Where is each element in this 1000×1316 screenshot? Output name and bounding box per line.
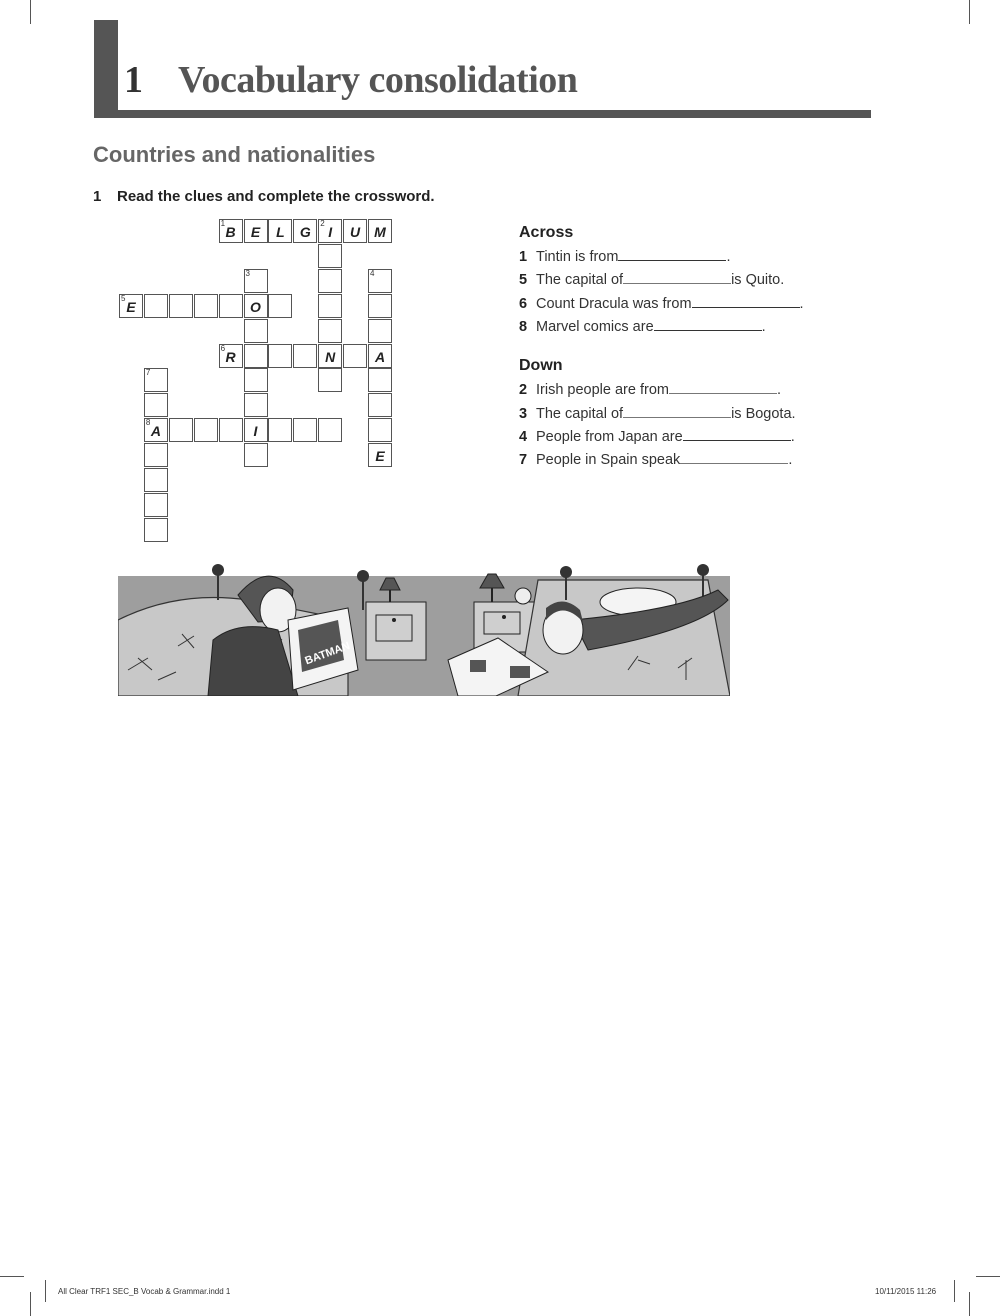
clue-text: The capital of bbox=[536, 272, 624, 288]
crossword-cell[interactable] bbox=[144, 368, 168, 392]
clue-down-4 bbox=[519, 428, 795, 445]
crossword-cell[interactable] bbox=[244, 319, 268, 343]
cell-clue-number: 4 bbox=[370, 268, 375, 278]
down-heading: Down bbox=[519, 357, 563, 374]
crossword-cell[interactable] bbox=[144, 443, 168, 467]
crossword-cell[interactable] bbox=[144, 393, 168, 417]
cell-letter: L bbox=[276, 224, 285, 240]
comic-title: BATMAN bbox=[303, 640, 352, 668]
clue-across-5 bbox=[519, 271, 784, 288]
clue-text: Count Dracula was from bbox=[536, 296, 692, 312]
crossword-cell[interactable] bbox=[144, 518, 168, 542]
clue-text: The capital of bbox=[536, 406, 624, 422]
clue-number: 3 bbox=[519, 406, 528, 422]
header-bar bbox=[94, 20, 118, 118]
crossword-cell[interactable] bbox=[144, 468, 168, 492]
crossword-cell[interactable] bbox=[318, 294, 342, 318]
cell-clue-number: 8 bbox=[145, 418, 151, 428]
cell-letter: I bbox=[253, 423, 258, 440]
crossword-cell[interactable] bbox=[194, 294, 218, 318]
clue-text: People from Japan are bbox=[536, 429, 683, 445]
clue-text: Irish people are from bbox=[536, 382, 669, 398]
crossword-cell[interactable] bbox=[368, 219, 392, 243]
crossword-cell[interactable] bbox=[219, 344, 243, 368]
crop-mark bbox=[954, 1280, 955, 1302]
clue-number: 7 bbox=[519, 452, 528, 468]
footer-timestamp: 10/11/2015 11:26 bbox=[875, 1287, 937, 1296]
crossword-cell[interactable] bbox=[318, 344, 342, 368]
cell-clue-number: 3 bbox=[245, 268, 250, 278]
clue-across-1 bbox=[519, 248, 730, 265]
answer-blank[interactable] bbox=[654, 318, 762, 331]
clue-down-2 bbox=[519, 381, 781, 398]
crossword-cell[interactable] bbox=[268, 219, 292, 243]
crossword-cell[interactable] bbox=[368, 393, 392, 417]
crossword-cell[interactable] bbox=[343, 219, 367, 243]
clue-text-after: . bbox=[799, 296, 804, 312]
crossword-cell[interactable] bbox=[268, 418, 292, 442]
clue-number: 4 bbox=[519, 429, 528, 445]
crop-mark bbox=[969, 0, 970, 24]
crossword-cell[interactable] bbox=[244, 418, 268, 442]
answer-blank[interactable] bbox=[623, 271, 731, 284]
crossword-cell[interactable] bbox=[144, 493, 168, 517]
crossword-cell[interactable] bbox=[368, 443, 392, 467]
clue-text-after: is Quito. bbox=[731, 272, 785, 288]
cell-clue-number: 1 bbox=[220, 219, 226, 228]
answer-blank[interactable] bbox=[683, 428, 791, 441]
crop-mark bbox=[969, 1292, 970, 1316]
cell-letter: I bbox=[328, 224, 333, 240]
crossword-cell[interactable] bbox=[219, 418, 243, 442]
clue-number: 6 bbox=[519, 296, 528, 312]
crossword-cell[interactable] bbox=[368, 319, 392, 343]
cell-letter: M bbox=[374, 224, 386, 240]
crop-mark bbox=[30, 1292, 31, 1316]
crossword-cell[interactable] bbox=[318, 368, 342, 392]
cell-letter: U bbox=[350, 224, 361, 240]
crossword-cell[interactable] bbox=[244, 393, 268, 417]
crossword-cell[interactable] bbox=[318, 319, 342, 343]
cell-letter: E bbox=[250, 224, 261, 240]
clue-number: 1 bbox=[519, 249, 528, 265]
crossword-cell[interactable] bbox=[244, 219, 268, 243]
exercise-instruction bbox=[93, 188, 435, 205]
clue-text-after: . bbox=[726, 249, 731, 265]
answer-blank[interactable] bbox=[692, 295, 800, 308]
cell-clue-number: 5 bbox=[121, 293, 126, 303]
crop-mark bbox=[976, 1276, 1000, 1277]
cell-letter: B bbox=[225, 224, 236, 240]
crossword-cell[interactable] bbox=[194, 418, 218, 442]
clue-text-after: . bbox=[776, 382, 782, 398]
crossword-cell[interactable] bbox=[144, 294, 168, 318]
crossword-cell[interactable] bbox=[293, 418, 317, 442]
crossword-cell[interactable] bbox=[244, 269, 268, 293]
answer-blank[interactable] bbox=[618, 248, 726, 261]
crossword-cell[interactable] bbox=[368, 418, 392, 442]
crossword-cell[interactable] bbox=[219, 294, 243, 318]
crossword-cell[interactable] bbox=[219, 219, 243, 243]
crossword-cell[interactable] bbox=[318, 418, 342, 442]
crossword-cell[interactable] bbox=[343, 344, 367, 368]
cell-letter: E bbox=[126, 298, 136, 315]
cell-letter: R bbox=[225, 348, 236, 365]
cell-clue-number: 6 bbox=[220, 343, 226, 353]
crossword-cell[interactable] bbox=[244, 443, 268, 467]
cell-clue-number: 7 bbox=[145, 368, 151, 378]
footer-filename: All Clear TRF1 SEC_B Vocab & Grammar.indd 1 bbox=[58, 1287, 231, 1296]
clue-text-after: is Bogota. bbox=[731, 406, 796, 422]
clue-across-8 bbox=[519, 318, 766, 335]
crossword-cell[interactable] bbox=[244, 294, 268, 318]
header-underline bbox=[94, 110, 871, 118]
crossword-cell[interactable] bbox=[244, 368, 268, 392]
clue-text-after: . bbox=[790, 429, 795, 445]
clue-down-7 bbox=[519, 451, 792, 468]
clue-number: 8 bbox=[519, 319, 528, 335]
crossword-cell[interactable] bbox=[368, 269, 392, 293]
answer-blank[interactable] bbox=[669, 381, 777, 394]
cell-letter: A bbox=[150, 423, 161, 440]
clue-text: Tintin is from bbox=[536, 249, 619, 265]
crossword-cell[interactable] bbox=[244, 344, 268, 368]
section-title: Countries and nationalities bbox=[93, 142, 376, 167]
crossword-cell[interactable] bbox=[318, 244, 342, 268]
crossword-cell[interactable] bbox=[119, 294, 143, 318]
crossword-cell[interactable] bbox=[169, 418, 193, 442]
clue-text: Marvel comics are bbox=[536, 319, 654, 335]
cell-letter: O bbox=[250, 298, 261, 315]
clue-across-6 bbox=[519, 295, 804, 312]
crossword-cell[interactable] bbox=[268, 344, 292, 368]
crossword-cell[interactable] bbox=[169, 294, 193, 318]
exercise-number: 1 bbox=[93, 188, 102, 205]
crop-mark bbox=[30, 0, 31, 24]
cell-letter: N bbox=[325, 348, 336, 365]
across-heading: Across bbox=[519, 224, 574, 241]
crossword-cell[interactable] bbox=[368, 294, 392, 318]
cell-letter: A bbox=[374, 348, 386, 365]
clue-number: 5 bbox=[519, 272, 528, 288]
crossword-cell[interactable] bbox=[268, 294, 292, 318]
answer-blank[interactable] bbox=[623, 405, 731, 418]
crop-mark bbox=[45, 1280, 46, 1302]
exercise-text: Read the clues and complete the crossword. bbox=[117, 188, 435, 205]
crop-mark bbox=[0, 1276, 24, 1277]
clue-text-after: . bbox=[761, 319, 766, 335]
clue-text-after: . bbox=[788, 452, 793, 468]
cell-clue-number: 2 bbox=[320, 219, 325, 228]
clue-down-3 bbox=[519, 405, 796, 422]
answer-blank[interactable] bbox=[680, 451, 788, 464]
crossword-cell[interactable] bbox=[368, 368, 392, 392]
crossword-cell[interactable] bbox=[368, 344, 392, 368]
crossword-cell[interactable] bbox=[144, 418, 168, 442]
unit-number: 1 bbox=[124, 59, 143, 101]
bedroom-illustration bbox=[118, 560, 730, 696]
crossword-cell[interactable] bbox=[318, 269, 342, 293]
crossword-cell[interactable] bbox=[293, 219, 317, 243]
crossword-cell[interactable] bbox=[293, 344, 317, 368]
clue-number: 2 bbox=[519, 382, 528, 398]
cell-letter: E bbox=[375, 448, 385, 465]
cell-letter: G bbox=[299, 224, 311, 240]
clue-text: People in Spain speak bbox=[536, 452, 681, 468]
page-title: Vocabulary consolidation bbox=[178, 59, 578, 101]
crossword-cell[interactable] bbox=[318, 219, 342, 243]
